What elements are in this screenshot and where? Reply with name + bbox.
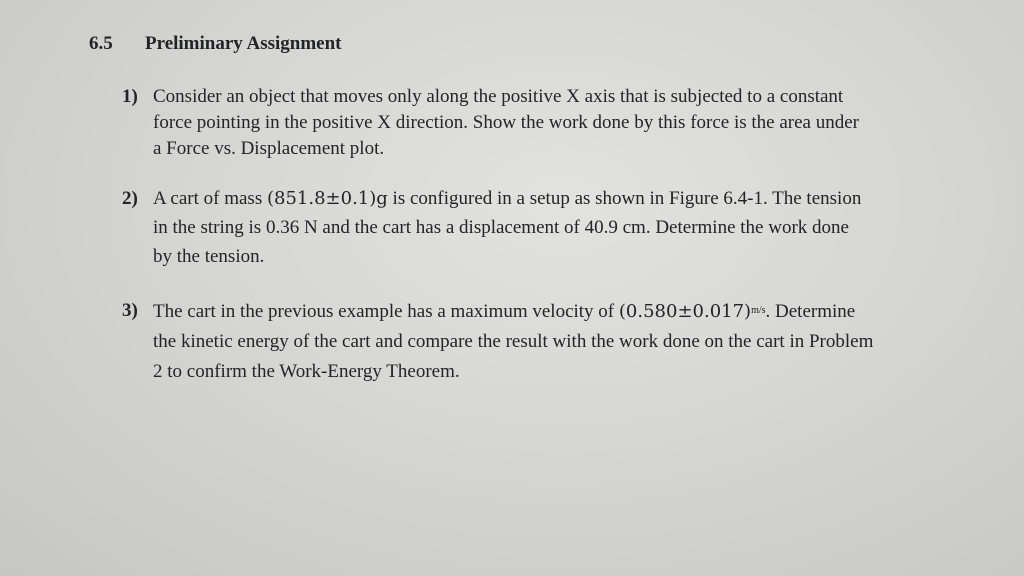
section-heading bbox=[89, 32, 342, 56]
text-segment: A cart of mass bbox=[153, 188, 267, 209]
text-segment: is configured in a setup as shown in Figure 6.4-1. The tension bbox=[387, 188, 862, 209]
problem-text-line: by the tension. bbox=[153, 246, 265, 267]
problem-text-line: 2 to confirm the Work-Energy Theorem. bbox=[153, 361, 460, 382]
mass-value: (851.8±0.1)g bbox=[266, 188, 388, 209]
problem-number: 1) bbox=[122, 86, 138, 107]
problem-number: 2) bbox=[122, 188, 138, 209]
problem-2 bbox=[122, 184, 982, 271]
section-number: 6.5 bbox=[89, 33, 113, 54]
velocity-unit: m/s bbox=[751, 305, 766, 316]
problem-text-line: a Force vs. Displacement plot. bbox=[153, 138, 385, 159]
velocity-value: (0.580±0.017) bbox=[618, 301, 752, 322]
text-segment: . Determine bbox=[765, 301, 856, 322]
problem-text-line: in the string is 0.36 N and the cart has a displacement of 40.9 cm. Determine the work done bbox=[153, 217, 849, 238]
problem-1 bbox=[122, 84, 982, 162]
problem-text-line: Consider an object that moves only along the positive X axis that is subjected to a constant bbox=[153, 86, 844, 107]
problem-text-line bbox=[153, 184, 982, 213]
text-segment: The cart in the previous example has a maximum velocity of bbox=[153, 301, 619, 322]
problem-text-line: force pointing in the positive X direction. Show the work done by this force is the area under bbox=[153, 112, 859, 133]
section-title: Preliminary Assignment bbox=[145, 33, 342, 54]
problem-text-line bbox=[153, 296, 982, 327]
problem-3 bbox=[122, 296, 982, 387]
problem-text-line: the kinetic energy of the cart and compare the result with the work done on the cart in Problem bbox=[153, 331, 874, 352]
problem-number: 3) bbox=[122, 300, 138, 321]
